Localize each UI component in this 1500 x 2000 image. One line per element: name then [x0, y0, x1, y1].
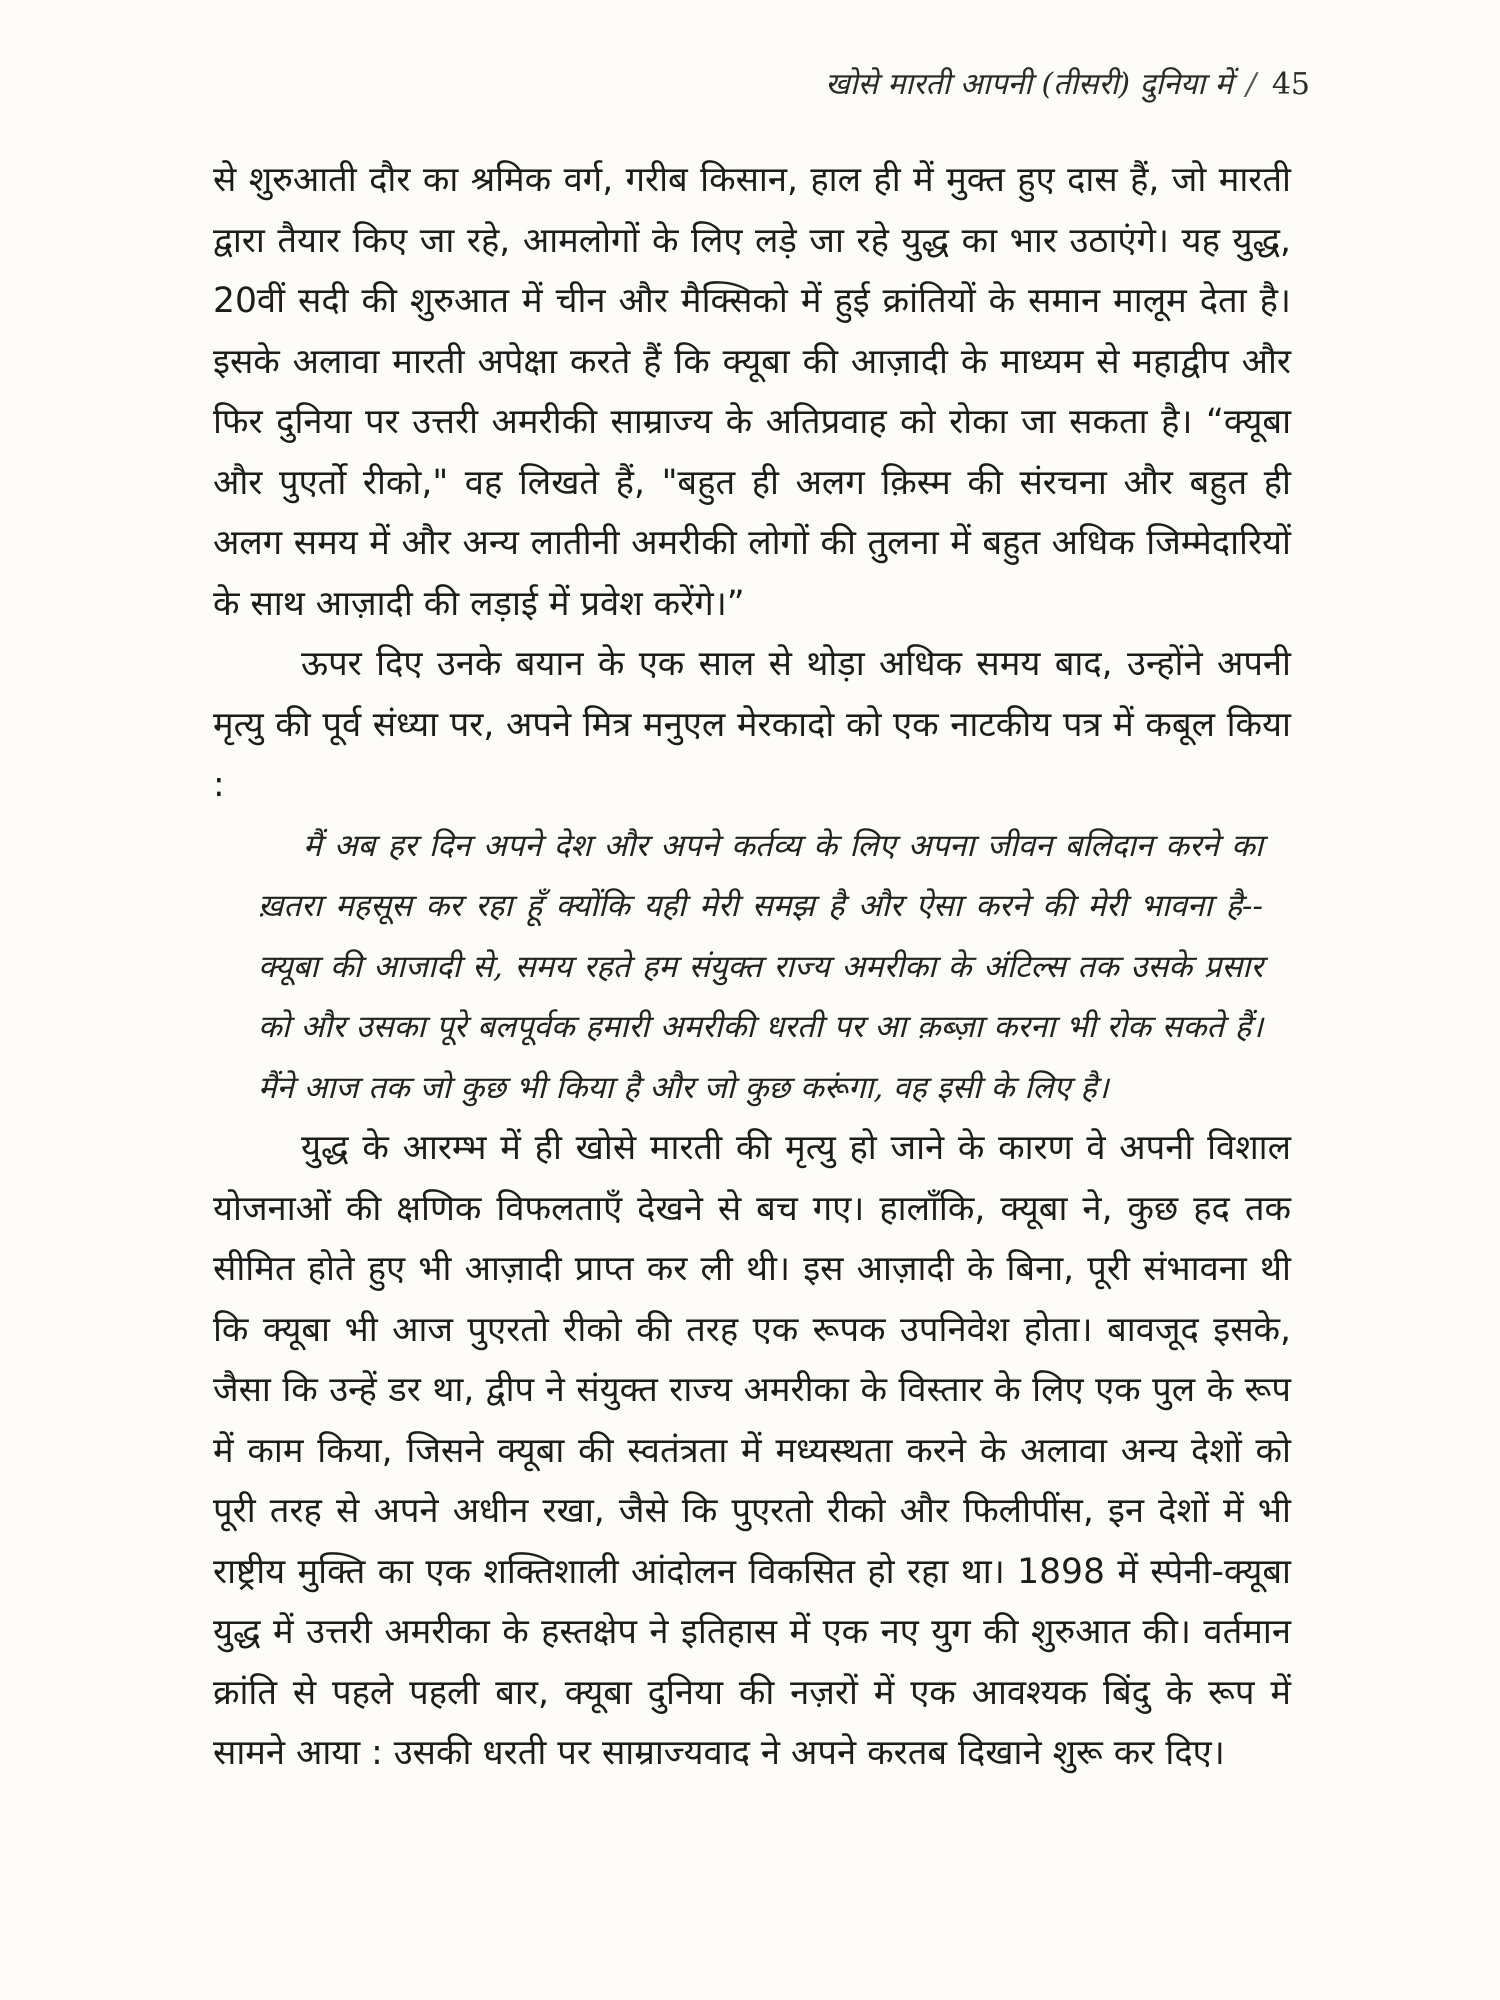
paragraph-2: ऊपर दिए उनके बयान के एक साल से थोड़ा अधिक समय बाद, उन्होंने अपनी मृत्यु की पूर्व संध्या पर, अपने मित्र मनुएल मेरकादो को एक नाटकीय पत्र में कबूल किया : — [213, 644, 1291, 805]
paragraph-3: युद्ध के आरम्भ में ही खोसे मारती की मृत्यु हो जाने के कारण वे अपनी विशाल योजनाओं की क्षणिक विफलताएँ देखने से बच गए। हालाँकि, क्यूबा ने, कुछ हद तक सीमित होते हुए भी आज़ादी प्राप्त कर ली थी। इस आज़ादी के बिना, पूरी संभावना थी कि क्यूबा भी आज पुएरतो रीको की तरह एक रूपक उपनिवेश होता। बावजूद इसके, जैसा कि उन्हें डर था, द्वीप ने संयुक्त राज्य अमरीका के विस्तार के लिए एक पुल के रूप में काम किया, जिसने क्यूबा की स्वतंत्रता में मध्यस्थता करने के अलावा अन्य देशों को पूरी तरह से अपने अधीन रखा, जैसे कि पुएरतो रीको और फिलीपींस, इन देशों में भी राष्ट्रीय मुक्ति का एक शक्तिशाली आंदोलन विकसित हो रहा था। 1898 में स्पेनी-क्यूबा युद्ध में उत्तरी अमरीका के हस्तक्षेप ने इतिहास में एक नए युग की शुरुआत की। वर्तमान क्रांति से पहले पहली बार, क्यूबा दुनिया की नज़रों में एक आवश्यक बिंदु के रूप में सामने आया : उसकी धरती पर साम्राज्यवाद ने अपने करतब दिखाने शुरू कर दिए। — [213, 1128, 1291, 1773]
quote-text: मैं अब हर दिन अपने देश और अपने कर्तव्य के लिए अपना जीवन बलिदान करने का ख़तरा महसूस कर रहा हूँ क्योंकि यही मेरी समझ है और ऐसा करने की मेरी भावना है--क्यूबा की आजादी से, समय रहते हम संयुक्त राज्य अमरीका के अंटिल्स तक उसके प्रसार को और उसका पूरे बलपूर्वक हमारी अमरीकी धरती पर आ क़ब्ज़ा करना भी रोक सकते हैं। मैंने आज तक जो कुछ भी किया है और जो कुछ करूंगा, वह इसी के लिए है। — [258, 827, 1263, 1106]
running-header — [825, 62, 1310, 103]
letter-quote — [258, 816, 1263, 1119]
running-title: खोसे मारती आपनी (तीसरी) दुनिया में — [825, 67, 1233, 102]
page-number: 45 — [1271, 67, 1310, 102]
body-text — [213, 150, 1291, 1784]
header-separator: / — [1246, 67, 1257, 102]
paragraph-1: से शुरुआती दौर का श्रमिक वर्ग, गरीब किसान, हाल ही में मुक्त हुए दास हैं, जो मारती द्वारा तैयार किए जा रहे, आमलोगों के लिए लड़े जा रहे युद्ध का भार उठाएंगे। यह युद्ध, 20वीं सदी की शुरुआत में चीन और मैक्सिको में हुई क्रांतियों के समान मालूम देता है। इसके अलावा मारती अपेक्षा करते हैं कि क्यूबा की आज़ादी के माध्यम से महाद्वीप और फिर दुनिया पर उत्तरी अमरीकी साम्राज्य के अतिप्रवाह को रोका जा सकता है। “क्यूबा और पुएर्तो रीको," वह लिखते हैं, "बहुत ही अलग क़िस्म की संरचना और बहुत ही अलग समय में और अन्य लातीनी अमरीकी लोगों की तुलना में बहुत अधिक जिम्मेदारियों के साथ आज़ादी की लड़ाई में प्रवेश करेंगे।” — [213, 160, 1291, 624]
